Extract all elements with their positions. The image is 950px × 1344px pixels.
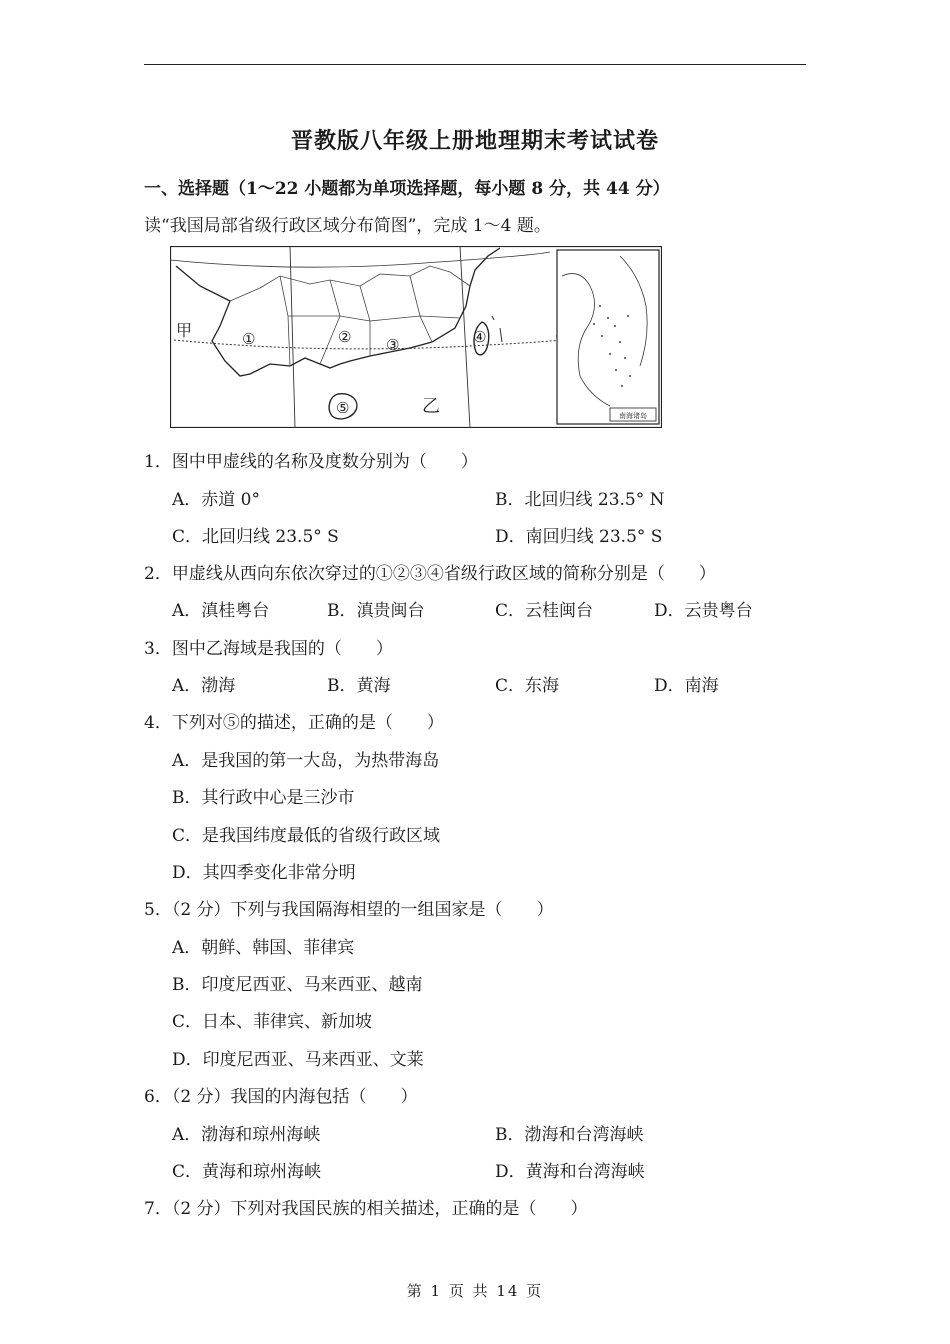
question-1-option-a: A．赤道 0°: [172, 490, 260, 510]
question-3-option-d: D．南海: [654, 676, 719, 696]
question-2-option-a: A．滇桂粤台: [172, 601, 270, 621]
marker-4: ④: [473, 328, 487, 346]
question-1-option-c: C．北回归线 23.5° S: [172, 527, 339, 547]
marker-3: ③: [386, 336, 400, 354]
question-3-stem: 3．图中乙海域是我国的（ ）: [144, 639, 393, 659]
question-1-option-d: D．南回归线 23.5° S: [495, 527, 663, 547]
marker-2: ②: [338, 328, 352, 346]
question-5-option-a: A．朝鲜、韩国、菲律宾: [172, 938, 355, 958]
inset-caption: 南海诸岛: [619, 412, 647, 420]
question-7-stem: 7．（2 分）下列对我国民族的相关描述，正确的是（ ）: [144, 1199, 588, 1219]
question-6-option-c: C．黄海和琼州海峡: [172, 1162, 322, 1182]
question-4-option-a: A．是我国的第一大岛，为热带海岛: [172, 751, 440, 771]
question-5-option-d: D．印度尼西亚、马来西亚、文莱: [172, 1050, 424, 1070]
question-6-option-a: A．渤海和琼州海峡: [172, 1125, 321, 1145]
question-1-option-b: B．北回归线 23.5° N: [495, 490, 665, 510]
question-2-stem: 2．甲虚线从西向东依次穿过的①②③④省级行政区域的简称分别是（ ）: [144, 564, 716, 584]
question-2-option-b: B．滇贵闽台: [327, 601, 425, 621]
question-3-option-b: B．黄海: [327, 676, 391, 696]
province-map: [170, 246, 662, 428]
section-heading: 一、选择题（1～22 小题都为单项选择题，每小题 8 分，共 44 分）: [144, 179, 670, 199]
page-footer: 第 1 页 共 14 页: [406, 1282, 544, 1300]
page-title: 晋教版八年级上册地理期末考试试卷: [290, 128, 659, 154]
question-4-option-b: B．其行政中心是三沙市: [172, 788, 355, 808]
question-6-stem: 6．（2 分）我国的内海包括（ ）: [144, 1087, 418, 1107]
question-1-stem: 1．图中甲虚线的名称及度数分别为（ ）: [144, 452, 478, 472]
question-4-option-d: D．其四季变化非常分明: [172, 863, 356, 883]
question-5-option-c: C．日本、菲律宾、新加坡: [172, 1012, 373, 1032]
map-intro: 读“我国局部省级行政区域分布简图”，完成 1～4 题。: [144, 216, 551, 236]
question-5-option-b: B．印度尼西亚、马来西亚、越南: [172, 975, 423, 995]
inset-frame: [557, 250, 659, 424]
question-4-stem: 4．下列对⑤的描述，正确的是（ ）: [144, 713, 444, 733]
question-3-option-c: C．东海: [495, 676, 560, 696]
question-3-option-a: A．渤海: [172, 676, 236, 696]
question-6-option-b: B．渤海和台湾海峡: [495, 1125, 644, 1145]
marker-5: ⑤: [336, 399, 350, 417]
question-4-option-c: C．是我国纬度最低的省级行政区域: [172, 826, 441, 846]
question-2-option-c: C．云桂闽台: [495, 601, 594, 621]
question-2-option-d: D．云贵粤台: [654, 601, 753, 621]
question-5-stem: 5．（2 分）下列与我国隔海相望的一组国家是（ ）: [144, 900, 554, 920]
label-jia: 甲: [176, 321, 193, 340]
label-yi: 乙: [422, 396, 440, 417]
marker-1: ①: [242, 330, 256, 348]
header-rule: [144, 64, 806, 65]
question-6-option-d: D．黄海和台湾海峡: [495, 1162, 645, 1182]
